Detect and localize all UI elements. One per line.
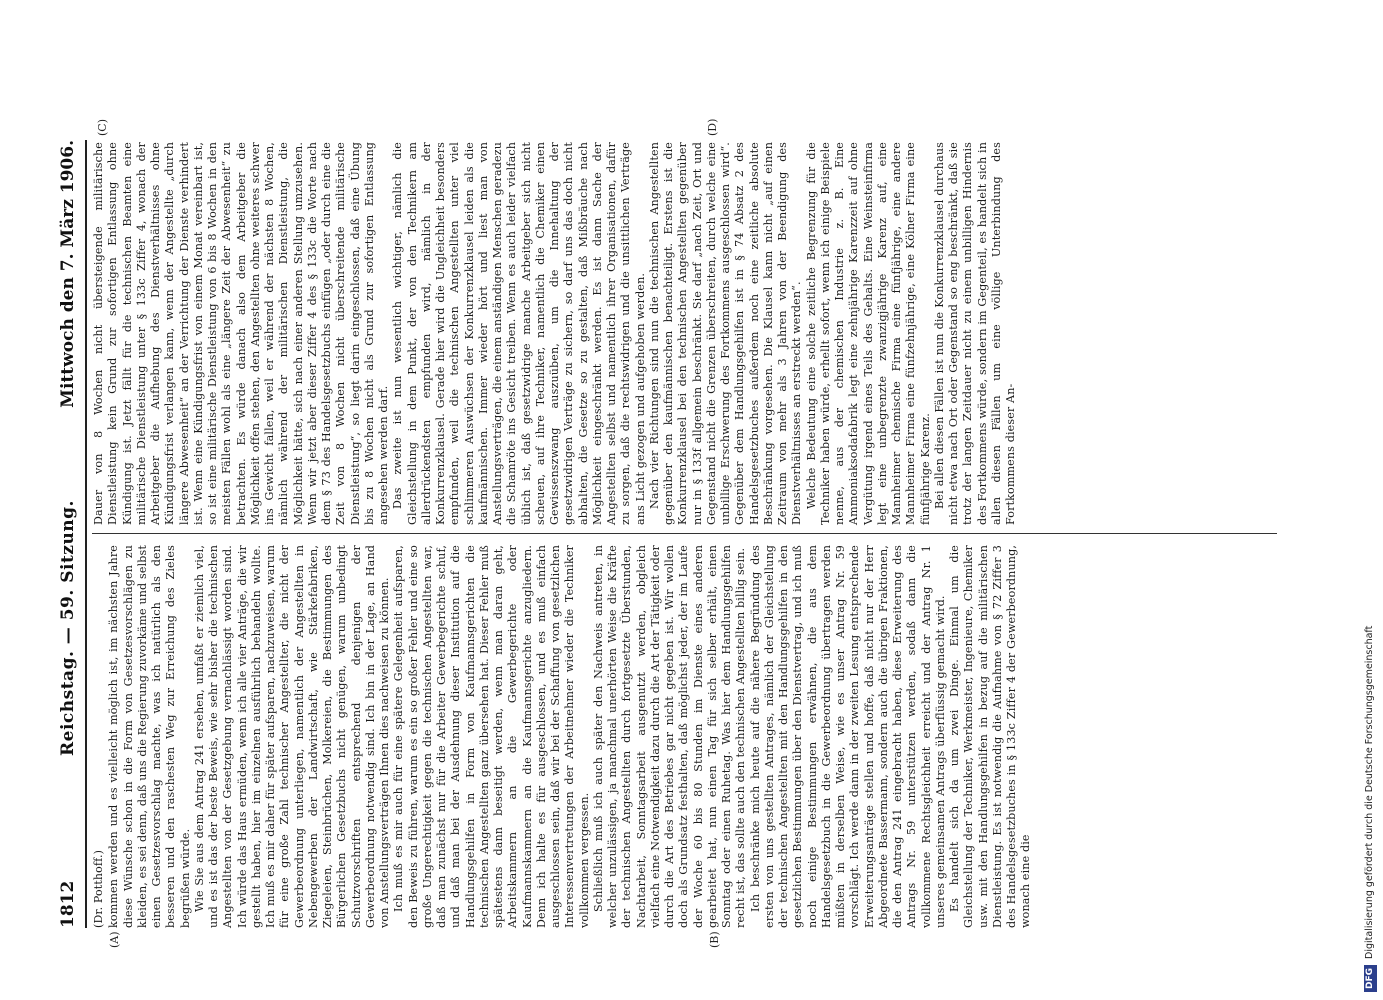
paragraph: Es handelt sich da um zwei Dinge. Einmal um die Gleichstellung der Techniker, Werkmeister, Ingenieure, Chemiker usw. mit den Handlungsgehilfen in bezug auf die militärischen Dienstleistung. Es ist notwendig die Aufnahme von § 72 Ziffer 3 des Handelsgesetzbuches in § 133c Ziffer 4 der Gewerbeordnung, wonach eine die xyxy=(948,545,1033,928)
paragraph: Schließlich muß ich auch später den Nachweis antreten, in welcher unzulässigen, ja manchmal unerhörten Weise die Kräfte der technischen Angestellten durch fortgesetzte Überstunden, Nachtarbeit, Sonntagsarbeit ausgenutzt werden, obgleich vielfach eine Notwendigkeit dazu durch die Art der Tätigkeit oder durch die Art des Betriebes gar nicht gegeben ist. Wir wollen doch als Grundsatz festhalten, daß möglichst jeder, der im Laufe der Woche 60 bis 80 Stunden im Dienste eines anderen gearbeitet hat, nun einen Tag für sich selber erhält, einen Sonntag oder einen Ruhetag. Was hier dem Handlungsgehilfen recht ist, das sollte auch den technischen Angestellten billig sein. xyxy=(591,545,748,928)
dfg-logo: DFG xyxy=(1364,965,1377,992)
paragraph: Wie Sie aus dem Antrag 241 ersehen, umfaßt er ziemlich viel, und es ist das der beste Beweis, wie sehr bisher die technischen Angestellten von der Gesetzgebung vernachlässigt worden sind. Ich würde das Haus ermüden, wenn ich alle vier Anträge, die wir gestellt haben, hier im einzelnen ausführlich behandeln wollte. Ich muß es mir daher für später aufsparen, nachzuweisen, warum für eine große Zahl technischer Angestellter, die nicht der Gewerbeordnung unterliegen, namentlich der Angestellten in Nebengewerben der Landwirtschaft, wie Stärkefabriken, Ziegeleien, Steinbrüchen, Molkereien, die Bestimmungen des Bürgerlichen Gesetzbuchs nicht genügen, warum unbedingt Schutzvorschriften entsprechend denjenigen der Gewerbeordnung notwendig sind. Ich bin in der Lage, an Hand von Anstellungsverträgen Ihnen dies nachweisen zu können. xyxy=(192,545,391,928)
speaker-name: (Dr. Potthoff.) xyxy=(92,849,105,928)
margin-marker-c: (C) xyxy=(96,119,109,136)
margin-marker-d: (D) xyxy=(706,118,719,136)
column-divider xyxy=(92,533,1277,534)
margin-marker-a: (A) xyxy=(108,931,121,948)
paragraph: Bei allen diesen Fällen ist nun die Konkurrenzklausel durchaus nicht etwa nach Ort oder Gegenstand so eng beschränkt, daß sie trotz der langen Zeitdauer nicht zu einem unbilligen Hindernis des Fortkommens würde, sondern im Gegenteil, es handelt sich in allen diesen Fällen um eine völlige Unterbindung des Fortkommens dieser An- xyxy=(932,142,1017,525)
session-date: Mittwoch den 7. März 1906. xyxy=(58,140,78,408)
paragraph: Dauer von 8 Wochen nicht übersteigende militärische Dienstleistung kein Grund zur sofortigen Entlassung ohne Kündigung ist. Jetzt fällt für die technischen Beamten eine militärische Dienstleistung unter § 133c Ziffer 4, wonach der Arbeitgeber die Aufhebung des Dienstverhältnisses ohne Kündigungsfrist verlangen kann, wenn der Angestellte „durch längere Abwesenheit“ an der Verrichtung der Dienste verhindert ist. Wenn eine Kündigungsfrist von einem Monat vereinbart ist, so ist eine militärische Dienstleistung von 6 bis 8 Wochen in den meisten Fällen wohl als eine „längere Zeit der Abwesenheit“ zu betrachten. Es würde danach also dem Arbeitgeber die Möglichkeit offen stehen, den Angestellten ohne weiteres schwer ins Gewicht fallen, weil er während der nächsten 8 Wochen, nämlich während der militärischen Dienstleistung, die Möglichkeit hätte, sich nach einer anderen Stellung umzusehen. Wenn wir jetzt aber dieser Ziffer 4 des § 133c die Worte nach dem § 73 des Handelsgesetzbuchs einfügen „oder durch eine die Zeit von 8 Wochen nicht überschreitende militärische Dienstleistung“, so liegt darin eingeschlossen, daß eine Übung bis zu 8 Wochen nicht als Grund zur sofortigen Entlassung angesehen werden darf. xyxy=(92,142,390,525)
digitization-credit: Digitalisierung gefördert durch die Deutsche Forschungsgemeinschaft xyxy=(1364,625,1375,959)
page-header xyxy=(58,140,84,928)
paragraph: Nach vier Richtungen sind nun die technischen Angestellten gegenüber den kaufmännischen benachteiligt. Erstens ist die Konkurrenzklausel bei den technischen Angestellten gegenüber nur in § 133f allgemein beschränkt. Sie darf „nach Zeit, Ort und Gegenstand nicht die Grenzen überschreiten, durch welche eine unbillige Erschwerung des Fortkommens ausgeschlossen wird“. Gegenüber dem Handlungsgehilfen ist in § 74 Absatz 2 des Handelsgesetzbuches außerdem noch eine zeitliche absolute Beschränkung vorgesehen. Die Klausel kann nicht „auf einen Zeitraum von mehr als 3 Jahren von der Beendigung des Dienstverhältnisses an erstreckt werden“. xyxy=(647,142,804,525)
margin-marker-b: (B) xyxy=(708,931,721,948)
left-column xyxy=(92,545,1034,928)
right-column xyxy=(92,142,1018,525)
paragraph: kommen werden und es vielleicht möglich ist, im nächsten Jahre diese Wünsche schon in die Form von Gesetzesvorschlägen zu kleiden, es sei denn, daß uns die Regierung zuvorkäme und selbst einen Gesetzesvorschlag machte, was ich natürlich als den besseren und den raschesten Weg zur Erreichung des Zieles begrüßen würde. xyxy=(107,545,192,928)
digitization-note xyxy=(1360,8,1380,992)
paragraph: Ich beschränke mich heute auf die nähere Begründung des ersten von uns gestellten Antrages, nämlich der Gleichstellung der technischen Angestellten mit den Handlungsgehilfen in den gesetzlichen Bestimmungen über den Dienstvertrag, und ich muß noch einige Bestimmungen erwähnen, die aus dem Handelsgesetzbuch in die Gewerbeordnung übertragen werden müßten in derselben Weise, wie es unser Antrag Nr. 59 vorschlägt. Ich werde dann in der zweiten Lesung entsprechende Erweiterungsanträge stellen und hoffe, daß nicht nur der Herr Abgeordnete Bassermann, sondern auch die übrigen Fraktionen, die den Antrag 241 eingebracht haben, diese Erweiterung des Antrags Nr. 59 unterstützen werden, sodaß dann die vollkommene Rechtsgleichheit erreicht und der Antrag Nr. 1 unseres gemeinsamen Antrags überflüssig gemacht wird. xyxy=(748,545,947,928)
paragraph: Welche Bedeutung eine solche zeitliche Begrenzung für die Techniker haben würde, erhellt sofort, wenn ich einige Beispiele nenne, aus der chemischen Industrie z. B. Eine Ammoniaksodafabrik legt eine zehnjährige Karenzzeit auf ohne Vergütung irgend eines Teils des Gehalts. Eine Weinsteinfirma legt eine unbegrenzte zwanzigjährige Karenz auf, eine Mannheimer chemische Firma eine fünfjährige, eine andere Mannheimer Firma eine fünfzehnjährige, eine Kölner Firma eine fünfjährige Karenz. xyxy=(804,142,932,525)
page-number: 1812 xyxy=(58,880,78,928)
paragraph: Ich muß es mir auch für eine spätere Gelegenheit aufsparen, den Beweis zu führen, warum es ein so großer Fehler und eine so große Ungerechtigkeit gegen die technischen Angestellten war, daß man zunächst nur für die Arbeiter Gewerbegerichte schuf, und daß man bei der Ausdehnung dieser Institution auf die Handlungsgehilfen in Form von Kaufmannsgerichten die technischen Angestellten ganz übersehen hat. Dieser Fehler muß spätestens dann beseitigt werden, wenn man daran geht, Arbeitskammern an die Gewerbegerichte oder Kaufmannskammern an die Kaufmannsgerichte anzugliedern. Denn ich halte es für ausgeschlossen, und es muß einfach ausgeschlossen sein, daß wir bei der Schaffung von gesetzlichen Interessenvertretungen der Arbeitnehmer wieder die Techniker vollkommen vergessen. xyxy=(392,545,591,928)
paragraph: Das zweite ist nun wesentlich wichtiger, nämlich die Gleichstellung in dem Punkt, der von den Technikern am allerdrückendsten empfunden wird, nämlich in der Konkurrenzklausel. Gerade hier wird die Ungleichheit besonders empfunden, weil die technischen Angestellten unter viel schlimmeren Auswüchsen der Konkurrenzklausel leiden als die kaufmännischen. Immer wieder hört und liest man von Anstellungsverträgen, die einem anständigen Menschen geradezu die Schamröte ins Gesicht treiben. Wenn es auch leider vielfach üblich ist, daß gesetzwidrige manche Arbeitgeber sich nicht scheuen, auf ihre Techniker, namentlich die Chemiker einen Gewissenszwang auszuüben, um die Innehaltung der gesetzwidrigen Verträge zu sichern, so darf uns das doch nicht abhalten, die Gesetze so zu gestalten, daß Mißbräuche nach Möglichkeit eingeschränkt werden. Es ist dann Sache der Angestellten selbst und namentlich ihrer Organisationen, dafür zu sorgen, daß die rechtswidrigen und die unsittlichen Verträge ans Licht gezogen und aufgehoben werden. xyxy=(391,142,647,525)
session-title: Reichstag. — 59. Sitzung. xyxy=(58,500,78,756)
header-rule xyxy=(85,140,87,928)
